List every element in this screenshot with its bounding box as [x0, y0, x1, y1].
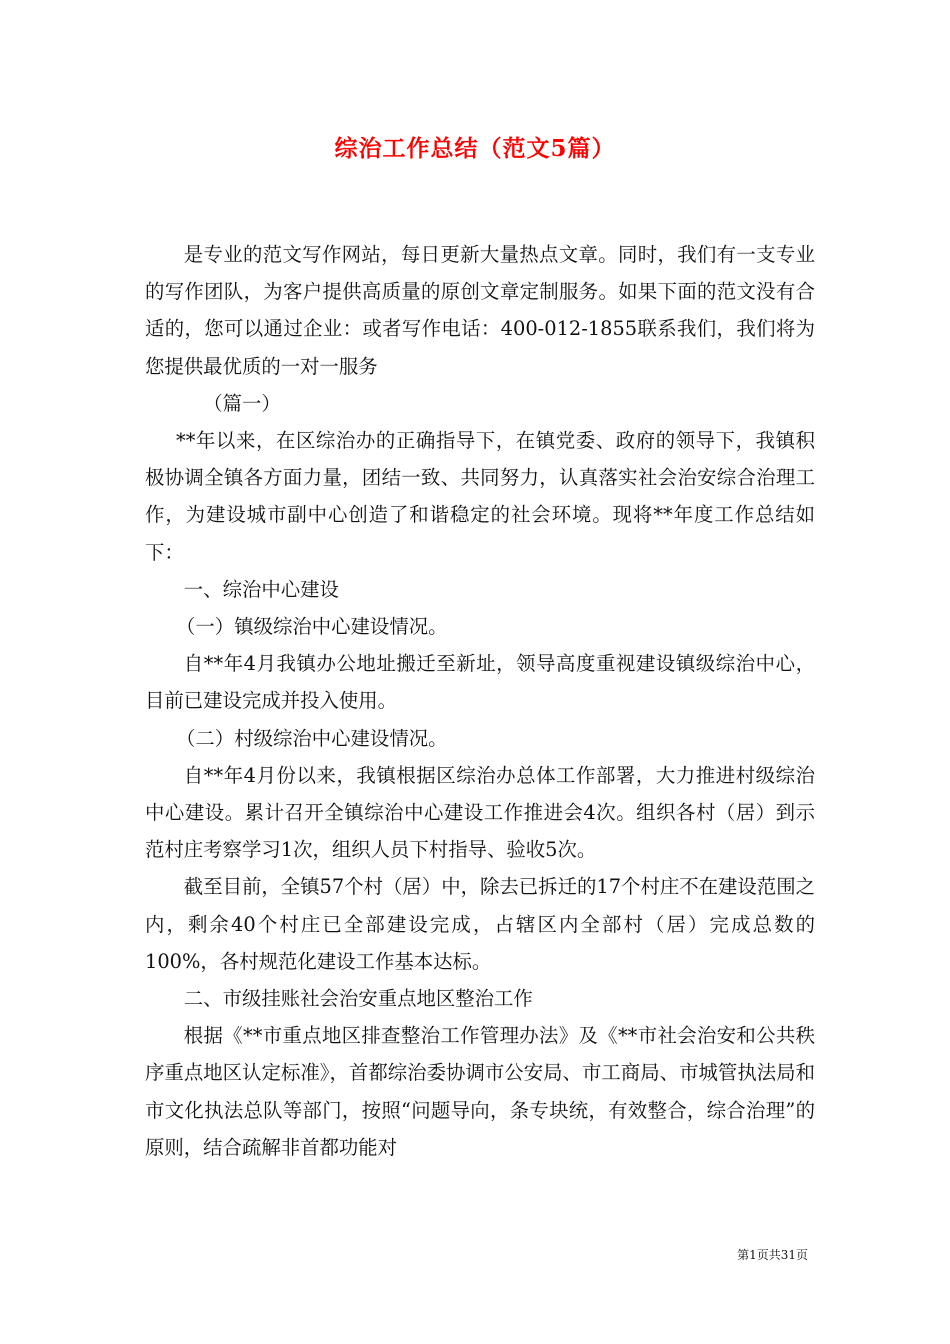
page-title: 综治工作总结（范文5篇） [334, 135, 616, 162]
document-body [145, 236, 815, 1166]
section-heading: 一、综治中心建设 [183, 577, 339, 601]
section-label-part-one: （篇一） [203, 391, 281, 415]
subsection-heading: （一）镇级综治中心建设情况。 [176, 615, 448, 639]
section-heading: 二、市级挂账社会治安重点地区整治工作 [183, 987, 533, 1011]
body-paragraph: 截至目前，全镇57个村（居）中，除去已拆迁的17个村庄不在建设范围之内，剩余40个村庄已全部建设完成，占辖区内全部村（居）完成总数的100%，各村规范化建设工作基本达标。 [145, 875, 815, 973]
body-paragraph: 自**年4月我镇办公地址搬迁至新址，领导高度重视建设镇级综治中心，目前已建设完成并投入使用。 [145, 652, 815, 713]
page-number-footer: 第1页共31页 [737, 1248, 808, 1262]
intro-paragraph: 是专业的范文写作网站，每日更新大量热点文章。同时，我们有一支专业的写作团队，为客户提供高质量的原创文章定制服务。如果下面的范文没有合适的，您可以通过企业：或者写作电话：400-012-1855联系我们，我们将为您提供最优质的一对一服务 [145, 243, 815, 378]
body-paragraph: 自**年4月份以来，我镇根据区综治办总体工作部署，大力推进村级综治中心建设。累计召开全镇综治中心建设工作推进会4次。组织各村（居）到示范村庄考察学习1次，组织人员下村指导、验收5次。 [145, 763, 815, 862]
subsection-heading: （二）村级综治中心建设情况。 [176, 726, 448, 750]
body-paragraph: **年以来，在区综治办的正确指导下，在镇党委、政府的领导下，我镇积极协调全镇各方面力量，团结一致、共同努力，认真落实社会治安综合治理工作，为建设城市副中心创造了和谐稳定的社会环境。现将**年度工作总结如下： [145, 429, 815, 564]
body-paragraph: 根据《**市重点地区排查整治工作管理办法》及《**市社会治安和公共秩序重点地区认定标准》，首都综治委协调市公安局、市工商局、市城管执法局和市文化执法总队等部门，按照“问题导向，条专块统，有效整合，综合治理”的原则，结合疏解非首都功能对 [145, 1024, 815, 1159]
